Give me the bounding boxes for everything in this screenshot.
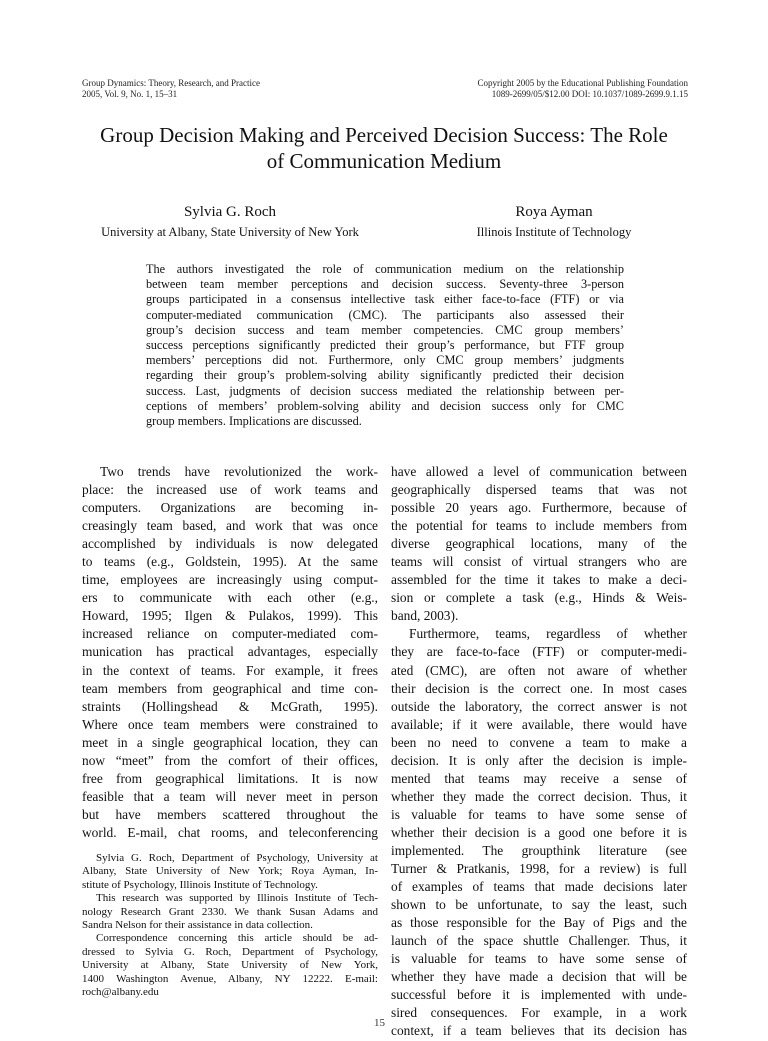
body-line: whether their decision is a good one before it is bbox=[391, 824, 687, 840]
body-line: been no need to convene a team to make a bbox=[391, 734, 687, 750]
body-line: creasingly team based, and work that was once bbox=[82, 518, 378, 534]
article-title bbox=[60, 122, 708, 174]
footnote-line: roch@albany.edu bbox=[82, 986, 159, 999]
body-line: munication has practical advantages, especially bbox=[82, 644, 378, 660]
journal-citation bbox=[82, 78, 260, 100]
author-name: Sylvia G. Roch bbox=[183, 204, 277, 220]
body-line: is valuable for teams to have some sense of bbox=[391, 951, 687, 967]
body-line: ers to communicate with each other (e.g., bbox=[82, 590, 378, 606]
body-line: whether they have made a decision that will be bbox=[391, 969, 687, 985]
body-line: successful before it is implemented with unde- bbox=[391, 987, 687, 1003]
body-line: possible 20 years ago. Furthermore, because of bbox=[391, 500, 687, 516]
abstract-line: group members. Implications are discussed. bbox=[146, 414, 362, 429]
doi-line: 1089-2699/05/$12.00 DOI: 10.1037/1089-2699.9.1.15 bbox=[491, 89, 688, 99]
body-line: geographically dispersed teams that was not bbox=[391, 482, 687, 498]
body-line: team members from geographical and time con- bbox=[82, 680, 378, 696]
body-line: in the context of teams. For example, it frees bbox=[82, 662, 378, 678]
body-line: decision. It is only after the decision is imple- bbox=[391, 752, 687, 768]
body-line: shown to be unfortunate, to say the least, such bbox=[391, 897, 687, 913]
body-line: is valuable for teams to have some sense of bbox=[391, 806, 687, 822]
body-line: computers. Organizations are becoming in- bbox=[82, 500, 378, 516]
abstract-line: group’s decision success and team member competencies. CMC group members’ bbox=[146, 322, 624, 337]
author-affiliation: Illinois Institute of Technology bbox=[476, 225, 632, 239]
copyright-line: Copyright 2005 by the Educational Publishing Foundation bbox=[477, 78, 688, 88]
body-line: world. E-mail, chat rooms, and teleconferencing bbox=[82, 824, 378, 840]
body-line: launch of the space shuttle Challenger. Thus, it bbox=[391, 933, 687, 949]
body-line: mented that teams may receive a sense of bbox=[391, 770, 687, 786]
footnote-line: Albany, State University of New York; Roya Ayman, In- bbox=[82, 865, 378, 878]
body-line: as those responsible for the Bay of Pigs and the bbox=[391, 915, 687, 931]
author-affiliation: University at Albany, State University of New York bbox=[101, 225, 359, 239]
body-line: ated (CMC), are often not aware of whether bbox=[391, 662, 687, 678]
footnote-line: Sandra Nelson for their assistance in data collection. bbox=[82, 919, 313, 932]
body-line: but have members scattered throughout the bbox=[82, 806, 378, 822]
footnote-line: dressed to Sylvia G. Roch, Department of Psychology, bbox=[82, 945, 378, 958]
footnote-line: University at Albany, State University of New York, bbox=[82, 959, 378, 972]
body-line: straints (Hollingshead & McGrath, 1995). bbox=[82, 698, 378, 714]
body-line: place: the increased use of work teams and bbox=[82, 482, 378, 498]
body-line: Two trends have revolutionized the work- bbox=[100, 464, 378, 479]
body-line: meet in a single geographical location, they can bbox=[82, 734, 378, 750]
body-line: whether they made the correct decision. Thus, it bbox=[391, 788, 687, 804]
abstract-line: ceptions of members’ problem-solving ability and decision success only for CMC bbox=[146, 398, 624, 413]
body-line: teams will consist of virtual strangers who are bbox=[391, 554, 687, 570]
author-name: Roya Ayman bbox=[515, 204, 593, 220]
abstract-line: success perceptions significantly predicted their group’s performance, but FTF group bbox=[146, 338, 624, 353]
footnote-line: Sylvia G. Roch, Department of Psychology, University at bbox=[96, 852, 378, 864]
body-line: Howard, 1995; Ilgen & Pulakos, 1999). This bbox=[82, 608, 378, 624]
abstract bbox=[146, 262, 624, 429]
body-line: free from geographical limitations. It is now bbox=[82, 770, 378, 786]
abstract-line: The authors investigated the role of communication medium on the relationship bbox=[146, 262, 624, 276]
abstract-line: success. Last, judgments of decision success mediated the relationship between per- bbox=[146, 383, 624, 398]
body-line: diverse geographical locations, many of the bbox=[391, 536, 687, 552]
body-line: assembled for the time it takes to make a deci- bbox=[391, 572, 687, 588]
abstract-line: computer-mediated communication (CMC). The participants also assessed their bbox=[146, 307, 624, 322]
body-line: of examples of teams that made decisions later bbox=[391, 879, 687, 895]
abstract-line: between team member perceptions and decision success. Seventy-three 3-person bbox=[146, 277, 624, 292]
body-line: their decision is the correct one. In most cases bbox=[391, 680, 687, 696]
body-line: now “meet” from the comfort of their offices, bbox=[82, 752, 378, 768]
page-number: 15 bbox=[374, 1017, 385, 1029]
body-column-right bbox=[391, 463, 687, 1041]
body-line: Furthermore, teams, regardless of whether bbox=[409, 626, 687, 642]
body-line: Turner & Pratkanis, 1998, for a review) is full bbox=[391, 861, 687, 877]
author-footnote bbox=[82, 852, 378, 999]
body-line: increased reliance on computer-mediated com- bbox=[82, 626, 378, 642]
body-line: sion or complete a task (e.g., Hinds & Weis- bbox=[391, 590, 687, 606]
body-line: Where once team members were constrained to bbox=[82, 716, 378, 732]
body-line: context, if a team believes that its decision has bbox=[391, 1023, 687, 1039]
abstract-line: members’ perceptions did not. Furthermore, only CMC group members’ judgments bbox=[146, 353, 624, 368]
footnote-line: 1400 Washington Avenue, Albany, NY 12222. E-mail: bbox=[82, 972, 378, 985]
body-column-left bbox=[82, 463, 378, 842]
journal-volume: 2005, Vol. 9, No. 1, 15–31 bbox=[82, 89, 178, 99]
author-block bbox=[82, 203, 378, 240]
footnote-line: Correspondence concerning this article should be ad- bbox=[96, 932, 378, 945]
title-line: of Communication Medium bbox=[266, 149, 502, 173]
body-line: band, 2003). bbox=[391, 608, 459, 624]
footnote-line: This research was supported by Illinois Institute of Tech- bbox=[96, 892, 378, 905]
footnote-line: nology Research Grant 2330. We thank Susan Adams and bbox=[82, 905, 378, 918]
journal-name: Group Dynamics: Theory, Research, and Practice bbox=[82, 78, 260, 88]
footnote-line: stitute of Psychology, Illinois Institute of Technology. bbox=[82, 878, 318, 891]
body-line: sired consequences. For example, in a work bbox=[391, 1005, 687, 1021]
author-block bbox=[430, 203, 678, 240]
body-line: have allowed a level of communication between bbox=[391, 464, 687, 479]
abstract-line: regarding their group’s problem-solving ability significantly predicted their decision bbox=[146, 368, 624, 383]
title-line: Group Decision Making and Perceived Decision Success: The Role bbox=[100, 123, 668, 147]
body-line: implemented. The groupthink literature (see bbox=[391, 842, 687, 858]
body-line: time, employees are increasingly using comput- bbox=[82, 572, 378, 588]
body-line: the potential for teams to include members from bbox=[391, 518, 687, 534]
abstract-line: groups participated in a consensus intellective task either face-to-face (FTF) or via bbox=[146, 292, 624, 307]
body-line: outside the laboratory, the correct answer is not bbox=[391, 698, 687, 714]
body-line: they are face-to-face (FTF) or computer-medi- bbox=[391, 644, 687, 660]
body-line: to teams (e.g., Goldstein, 1995). At the same bbox=[82, 554, 378, 570]
body-line: available; if it were available, there would have bbox=[391, 716, 687, 732]
body-line: feasible that a team will never meet in person bbox=[82, 788, 378, 804]
body-line: accomplished by individuals is now delegated bbox=[82, 536, 378, 552]
copyright-notice bbox=[478, 78, 689, 100]
